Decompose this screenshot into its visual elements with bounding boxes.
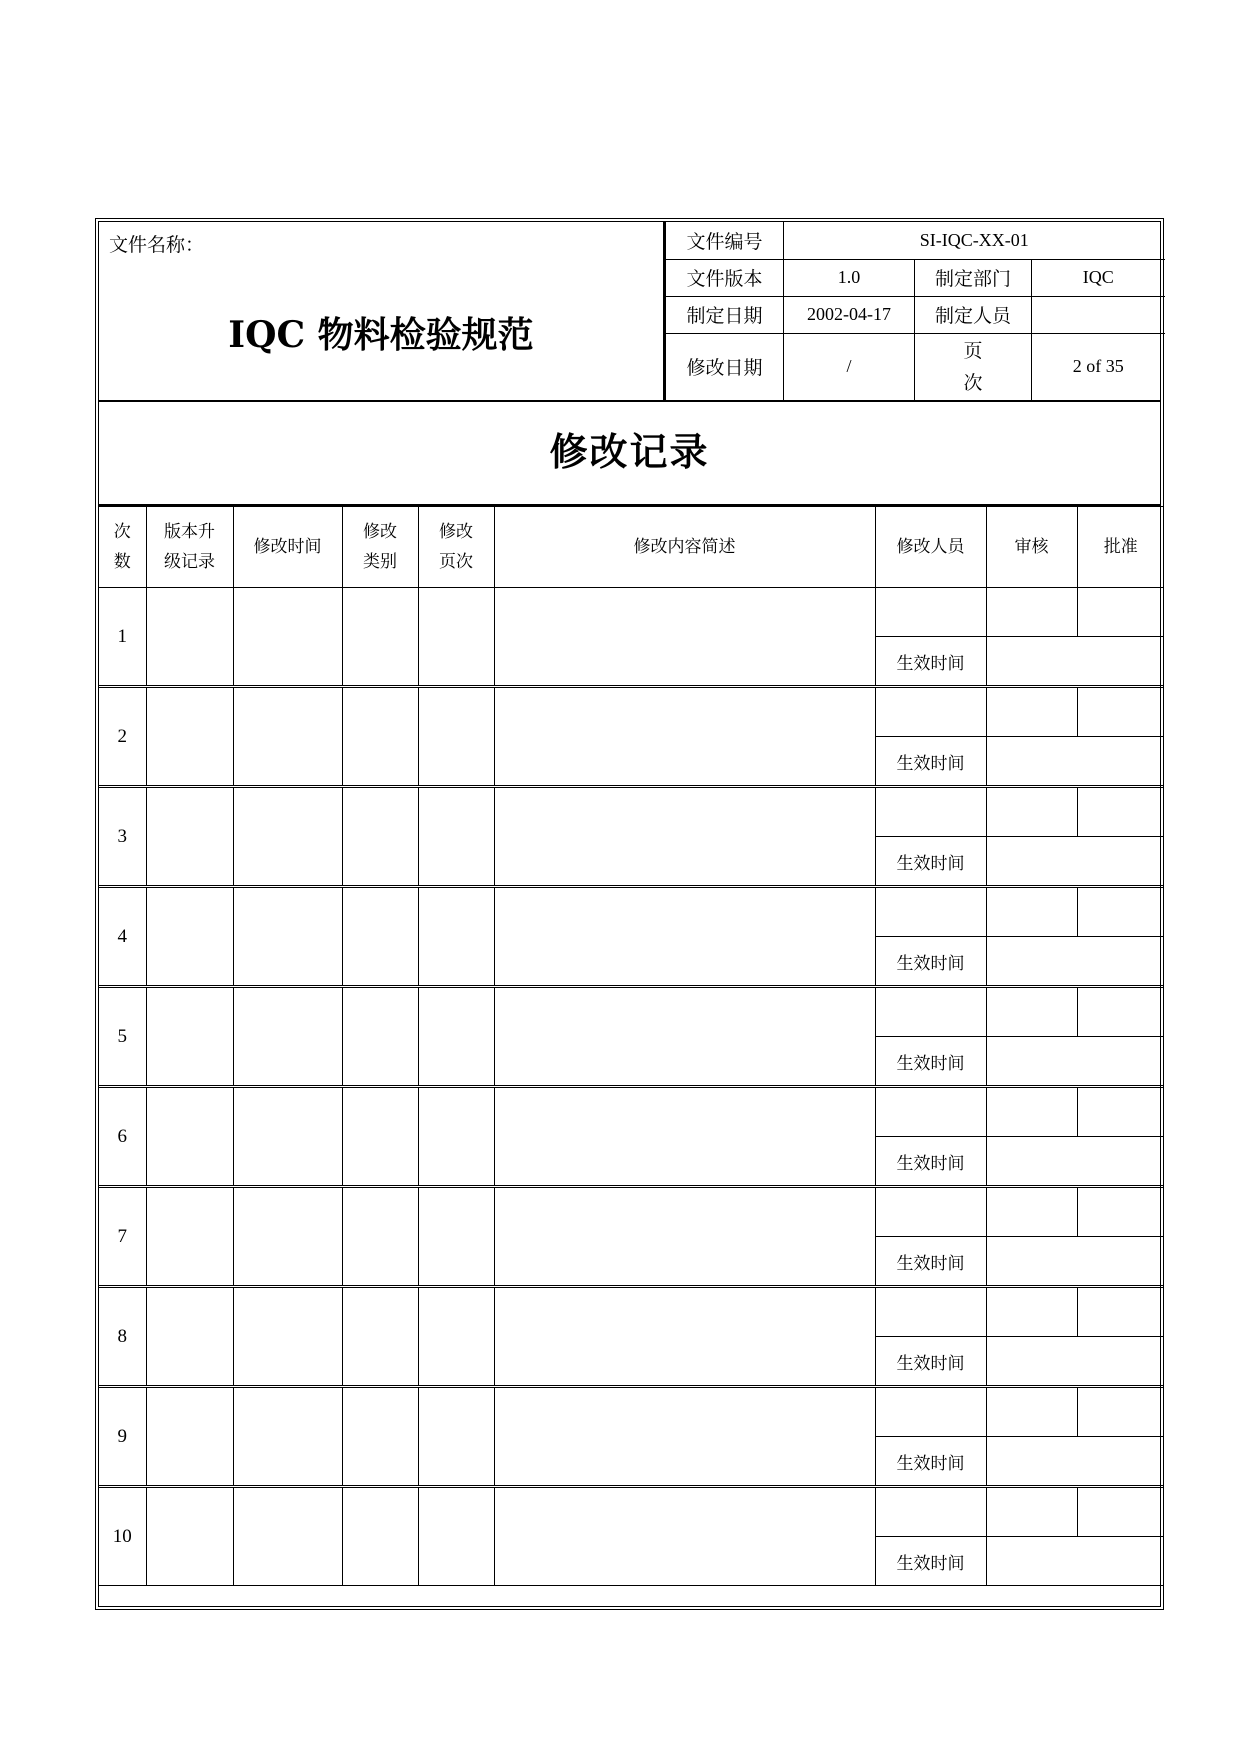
table-cell bbox=[494, 1187, 875, 1287]
table-row bbox=[99, 887, 1164, 937]
table-cell bbox=[146, 1487, 233, 1586]
editor-cell bbox=[875, 787, 986, 837]
effective-time-label: 生效时间 bbox=[875, 1537, 986, 1586]
row-number: 5 bbox=[99, 987, 146, 1087]
table-row bbox=[99, 1387, 1164, 1437]
effective-time-value bbox=[986, 837, 1164, 887]
editor-cell bbox=[875, 1187, 986, 1237]
table-cell bbox=[146, 1287, 233, 1387]
col-header-index: 次 数 bbox=[99, 507, 146, 588]
col-header-time: 修改时间 bbox=[233, 507, 342, 588]
effective-time-label: 生效时间 bbox=[875, 737, 986, 787]
document-name-label: 文件名称： bbox=[109, 234, 205, 256]
table-cell bbox=[342, 1187, 418, 1287]
effective-time-label: 生效时间 bbox=[875, 1437, 986, 1487]
effective-time-label: 生效时间 bbox=[875, 1137, 986, 1187]
table-row bbox=[99, 1487, 1164, 1537]
effective-time-value bbox=[986, 1537, 1164, 1586]
review-cell bbox=[986, 1287, 1077, 1337]
table-cell bbox=[418, 1087, 494, 1187]
effective-time-value bbox=[986, 637, 1164, 687]
revision-log-table bbox=[99, 506, 1164, 1586]
page-value: 2 of 35 bbox=[1032, 333, 1165, 400]
table-cell bbox=[342, 1487, 418, 1586]
col-header-page: 修改 页次 bbox=[418, 507, 494, 588]
table-cell bbox=[146, 687, 233, 787]
table-cell bbox=[494, 787, 875, 887]
table-cell bbox=[146, 1387, 233, 1487]
table-cell bbox=[233, 987, 342, 1087]
approve-cell bbox=[1077, 987, 1164, 1037]
approve-cell bbox=[1077, 588, 1164, 637]
col-header-type: 修改 类别 bbox=[342, 507, 418, 588]
row-number: 4 bbox=[99, 887, 146, 987]
version-value: 1.0 bbox=[784, 259, 915, 296]
table-cell bbox=[494, 588, 875, 687]
dept-label: 制定部门 bbox=[915, 259, 1032, 296]
col-header-approve: 批准 bbox=[1077, 507, 1164, 588]
table-cell bbox=[418, 1487, 494, 1586]
approve-cell bbox=[1077, 1287, 1164, 1337]
editor-cell bbox=[875, 1487, 986, 1537]
table-cell bbox=[494, 687, 875, 787]
effective-time-value bbox=[986, 1437, 1164, 1487]
table-row bbox=[99, 787, 1164, 837]
version-label: 文件版本 bbox=[666, 259, 784, 296]
table-row bbox=[99, 687, 1164, 737]
editor-cell bbox=[875, 588, 986, 637]
editor-cell bbox=[875, 887, 986, 937]
review-cell bbox=[986, 1487, 1077, 1537]
review-cell bbox=[986, 787, 1077, 837]
effective-time-label: 生效时间 bbox=[875, 1037, 986, 1087]
dept-value: IQC bbox=[1032, 259, 1165, 296]
effective-time-value bbox=[986, 1037, 1164, 1087]
table-row bbox=[99, 987, 1164, 1037]
review-cell bbox=[986, 1387, 1077, 1437]
editor-cell bbox=[875, 1287, 986, 1337]
table-cell bbox=[146, 588, 233, 687]
table-cell bbox=[146, 987, 233, 1087]
effective-time-value bbox=[986, 1137, 1164, 1187]
date-label: 制定日期 bbox=[666, 296, 784, 333]
row-number: 9 bbox=[99, 1387, 146, 1487]
table-cell bbox=[342, 687, 418, 787]
table-cell bbox=[494, 1387, 875, 1487]
table-cell bbox=[233, 1287, 342, 1387]
document-name-cell bbox=[99, 222, 665, 400]
review-cell bbox=[986, 1187, 1077, 1237]
approve-cell bbox=[1077, 1187, 1164, 1237]
table-cell bbox=[494, 987, 875, 1087]
table-cell bbox=[494, 887, 875, 987]
row-number: 8 bbox=[99, 1287, 146, 1387]
table-row bbox=[99, 588, 1164, 637]
table-cell bbox=[342, 887, 418, 987]
approve-cell bbox=[1077, 1387, 1164, 1437]
table-cell bbox=[418, 1287, 494, 1387]
col-header-review: 审核 bbox=[986, 507, 1077, 588]
table-cell bbox=[342, 987, 418, 1087]
effective-time-value bbox=[986, 937, 1164, 987]
approve-cell bbox=[1077, 787, 1164, 837]
table-cell bbox=[418, 787, 494, 887]
table-cell bbox=[233, 1187, 342, 1287]
table-cell bbox=[233, 787, 342, 887]
doc-no-value: SI-IQC-XX-01 bbox=[784, 222, 1165, 259]
row-number: 7 bbox=[99, 1187, 146, 1287]
editor-cell bbox=[875, 1387, 986, 1437]
document-header bbox=[99, 222, 1160, 402]
col-header-version: 版本升 级记录 bbox=[146, 507, 233, 588]
approve-cell bbox=[1077, 1487, 1164, 1537]
effective-time-label: 生效时间 bbox=[875, 837, 986, 887]
table-cell bbox=[233, 687, 342, 787]
table-cell bbox=[418, 1187, 494, 1287]
effective-time-label: 生效时间 bbox=[875, 1337, 986, 1387]
review-cell bbox=[986, 987, 1077, 1037]
row-number: 2 bbox=[99, 687, 146, 787]
table-cell bbox=[233, 1087, 342, 1187]
table-cell bbox=[146, 887, 233, 987]
table-cell bbox=[418, 588, 494, 687]
col-header-editor: 修改人员 bbox=[875, 507, 986, 588]
review-cell bbox=[986, 1087, 1077, 1137]
effective-time-label: 生效时间 bbox=[875, 637, 986, 687]
table-cell bbox=[418, 887, 494, 987]
table-cell bbox=[418, 987, 494, 1087]
table-cell bbox=[146, 1087, 233, 1187]
table-cell bbox=[233, 588, 342, 687]
doc-no-label: 文件编号 bbox=[666, 222, 784, 259]
approve-cell bbox=[1077, 687, 1164, 737]
effective-time-value bbox=[986, 1237, 1164, 1287]
review-cell bbox=[986, 687, 1077, 737]
section-title: 修改记录 bbox=[99, 402, 1160, 506]
table-cell bbox=[418, 1387, 494, 1487]
author-value bbox=[1032, 296, 1165, 333]
review-cell bbox=[986, 588, 1077, 637]
col-header-summary: 修改内容简述 bbox=[494, 507, 875, 588]
review-cell bbox=[986, 887, 1077, 937]
table-cell bbox=[233, 887, 342, 987]
effective-time-value bbox=[986, 1337, 1164, 1387]
editor-cell bbox=[875, 687, 986, 737]
date-value: 2002-04-17 bbox=[784, 296, 915, 333]
table-row bbox=[99, 1287, 1164, 1337]
row-number: 3 bbox=[99, 787, 146, 887]
table-cell bbox=[146, 1187, 233, 1287]
table-cell bbox=[342, 1287, 418, 1387]
rev-date-label: 修改日期 bbox=[666, 333, 784, 400]
table-cell bbox=[233, 1487, 342, 1586]
table-cell bbox=[342, 588, 418, 687]
page-label: 页 次 bbox=[915, 333, 1032, 400]
effective-time-label: 生效时间 bbox=[875, 1237, 986, 1287]
effective-time-label: 生效时间 bbox=[875, 937, 986, 987]
editor-cell bbox=[875, 987, 986, 1037]
table-cell bbox=[494, 1087, 875, 1187]
row-number: 6 bbox=[99, 1087, 146, 1187]
author-label: 制定人员 bbox=[915, 296, 1032, 333]
table-cell bbox=[494, 1287, 875, 1387]
document-title: IQC 物料检验规范 bbox=[228, 314, 534, 356]
table-cell bbox=[342, 787, 418, 887]
effective-time-value bbox=[986, 737, 1164, 787]
table-row bbox=[99, 1187, 1164, 1237]
rev-date-value: / bbox=[784, 333, 915, 400]
table-cell bbox=[342, 1387, 418, 1487]
table-cell bbox=[146, 787, 233, 887]
approve-cell bbox=[1077, 887, 1164, 937]
table-row bbox=[99, 1087, 1164, 1137]
table-cell bbox=[494, 1487, 875, 1586]
table-cell bbox=[233, 1387, 342, 1487]
document-meta-table bbox=[665, 222, 1165, 400]
approve-cell bbox=[1077, 1087, 1164, 1137]
table-cell bbox=[418, 687, 494, 787]
table-cell bbox=[342, 1087, 418, 1187]
row-number: 10 bbox=[99, 1487, 146, 1586]
row-number: 1 bbox=[99, 588, 146, 687]
document-sheet bbox=[95, 218, 1164, 1610]
editor-cell bbox=[875, 1087, 986, 1137]
